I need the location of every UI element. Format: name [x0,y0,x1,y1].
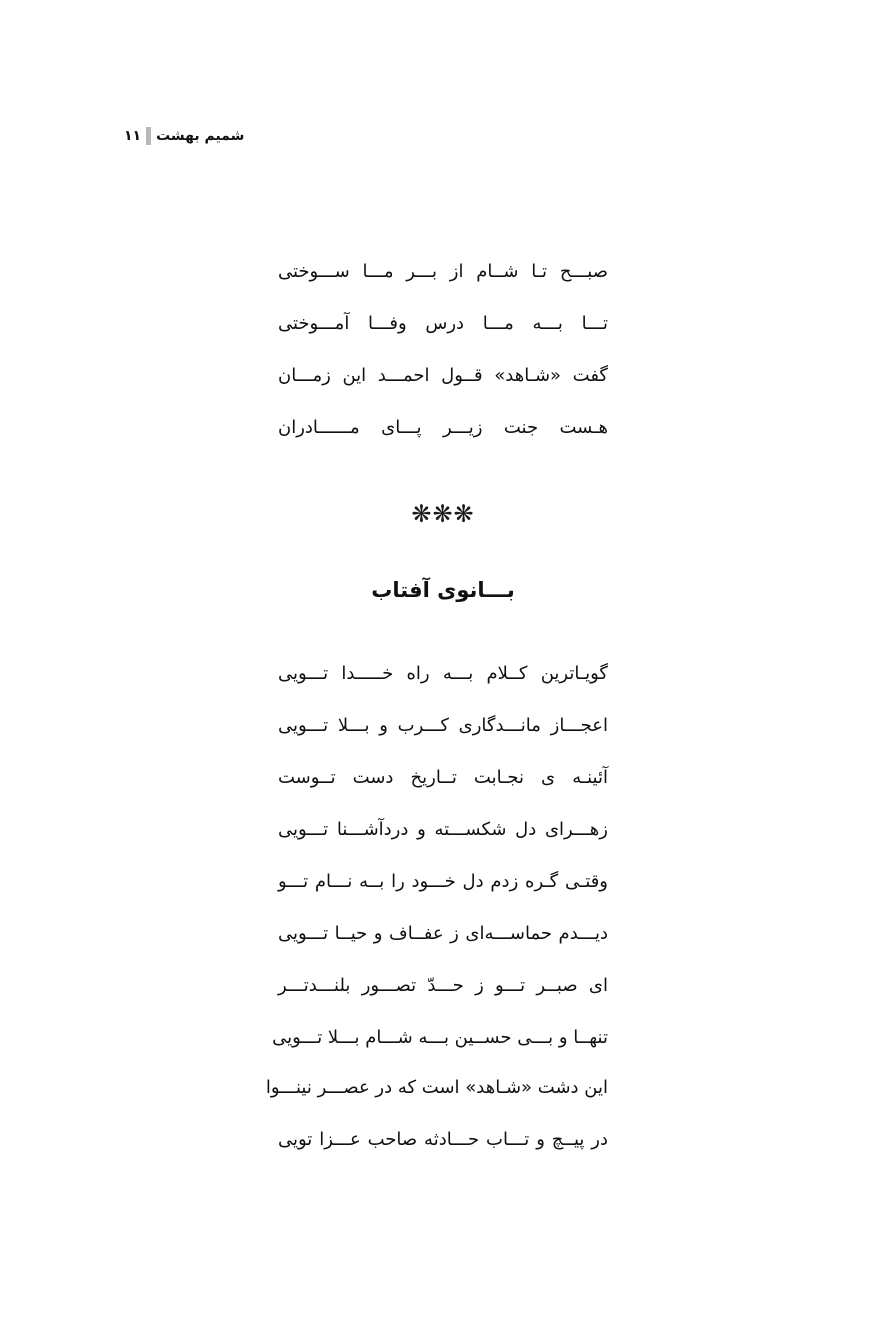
header-divider-bar [146,127,151,145]
page-number: ۱۱ [124,128,142,144]
poem-one-verse: تـــا بـــه مـــا درس وفـــا آمـــوختی [278,313,608,334]
poem-two-verse: گویـاترین کــلام بـــه راه خـــــدا تـــویی [278,663,608,684]
poem-one-verse: هـست جنت زیـــر پـــای مــــــادران [278,417,608,438]
poem-two-verse: زهـــرای دل شکســـته و دردآشـــنا تـــویی [278,819,608,840]
book-title: شمیم بهشت [156,128,245,144]
section-separator-asterisks: ❋❋❋ [411,500,475,528]
poem-one-verse: گفت «شـاهد» قــول احمـــد این زمـــان [278,365,608,386]
running-header [124,124,244,148]
poem-one-verse: صبـــح تـا شــام از بـــر مـــا ســـوختی [278,261,608,282]
poem-two-verse: وقتـی گـره زدم دل خـــود را بــه نـــام تـــو [278,871,608,892]
poem-two-verse: آئینـه ی نجـابت تــاریخ دست تــوست [278,767,608,788]
poem-two-verse: این دشت «شـاهد» است که در عصـــر نینـــوا [265,1077,608,1098]
poem-two-verse: تنهــا و بـــی حســین بـــه شـــام بـــلا تـــویی [272,1027,608,1048]
poem-two-verse: ای صبــر تـــو ز حـــدّ تصـــور بلنـــدتـــر [278,975,608,996]
poem-two-verse: اعجـــاز مانـــدگاری کـــرب و بـــلا تـــویی [278,715,608,736]
poem-two-verse: دیـــدم حماســـه‌ای ز عفــاف و حیــا تـــویی [278,923,608,944]
poem-title: بـــانوی آفتاب [371,578,515,602]
poem-two-verse: در پیــچ و تـــاب حـــادثه صاحب عـــزا تویی [278,1129,608,1150]
